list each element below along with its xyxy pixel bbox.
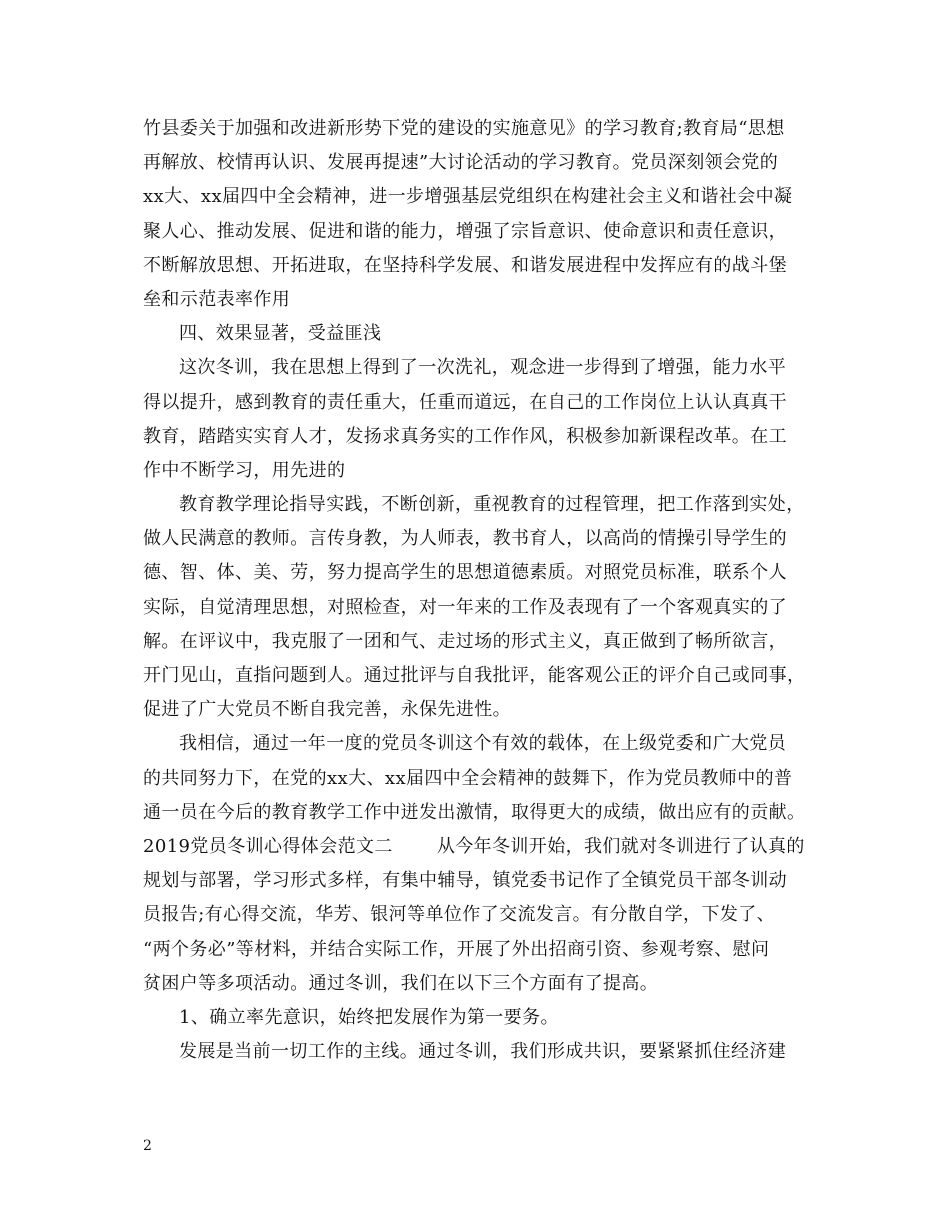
text-line: 规划与部署，学习形式多样，有集中辅导，镇党委书记作了全镇党员干部冬训动 bbox=[143, 870, 787, 892]
text-line: 开门见山，直指问题到人。通过批评与自我批评，能客观公正的评介自己或同事， bbox=[143, 665, 806, 686]
text-line: 垒和示范表率作用 bbox=[143, 288, 291, 310]
paragraph-start: 我相信，通过一年一度的党员冬训这个有效的载体，在上级党委和广大党员 bbox=[179, 733, 787, 755]
paragraph-start: 这次冬训，我在思想上得到了一次洗礼，观念进一步得到了增强，能力水平 bbox=[179, 357, 787, 379]
essay-opening: 从今年冬训开始，我们就对冬训进行了认真的 bbox=[436, 835, 805, 857]
document-body bbox=[143, 112, 808, 1069]
text-line: 竹县委关于加强和改进新形势下党的建设的实施意见》的学习教育;教育局“思想 bbox=[143, 118, 785, 139]
text-line: 得以提升，感到教育的责任重大，任重而道远，在自己的工作岗位上认认真真干 bbox=[143, 391, 787, 413]
paragraph-start: 发展是当前一切工作的主线。通过冬训，我们形成共识，要紧紧抓住经济建 bbox=[179, 1041, 787, 1063]
paragraph-start: 教育教学理论指导实践，不断创新，重视教育的过程管理，把工作落到实处， bbox=[179, 494, 805, 516]
list-item-heading: 1、确立率先意识，始终把发展作为第一要务。 bbox=[179, 1006, 559, 1028]
subtitle-line bbox=[143, 830, 808, 864]
text-line: 做人民满意的教师。言传身教，为人师表，教书育人，以高尚的情操引导学生的 bbox=[143, 528, 787, 550]
text-line: “两个务必”等材料，并结合实际工作，开展了外出招商引资、参观考察、慰问 bbox=[143, 938, 770, 960]
essay-title: 2019党员冬训心得体会范文二 bbox=[143, 835, 393, 857]
text-line: xx大、xx届四中全会精神，进一步增强基层党组织在构建社会主义和谐社会中凝 bbox=[143, 186, 793, 208]
text-line: 的共同努力下，在党的xx大、xx届四中全会精神的鼓舞下，作为党员教师中的普 bbox=[143, 767, 793, 789]
text-line: 不断解放思想、开拓进取，在坚持科学发展、和谐发展进程中发挥应有的战斗堡 bbox=[143, 254, 787, 276]
text-line: 再解放、校情再认识、发展再提速”大讨论活动的学习教育。党员深刻领会党的 bbox=[143, 152, 779, 174]
text-line: 促进了广大党员不断自我完善，永保先进性。 bbox=[143, 699, 511, 721]
text-line: 实际，自觉清理思想，对照检查，对一年来的工作及表现有了一个客观真实的了 bbox=[143, 596, 787, 618]
text-line: 员报告;有心得交流，华芳、银河等单位作了交流发言。有分散自学，下发了、 bbox=[143, 904, 776, 926]
text-line: 作中不断学习，用先进的 bbox=[143, 459, 346, 481]
page-number: 2 bbox=[143, 1138, 152, 1154]
text-line: 贫困户等多项活动。通过冬训，我们在以下三个方面有了提高。 bbox=[143, 972, 659, 994]
section-heading: 四、效果显著，受益匪浅 bbox=[179, 323, 382, 345]
text-line: 德、智、体、美、劳，努力提高学生的思想道德素质。对照党员标准，联系个人 bbox=[143, 562, 787, 584]
text-line: 聚人心、推动发展、促进和谐的能力，增强了宗旨意识、使命意识和责任意识， bbox=[143, 220, 787, 242]
text-line: 教育，踏踏实实育人才，发扬求真务实的工作作风，积极参加新课程改革。在工 bbox=[143, 425, 787, 447]
text-line: 通一员在今后的教育教学工作中迸发出激情，取得更大的成绩，做出应有的贡献。 bbox=[143, 801, 806, 823]
text-line: 解。在评议中，我克服了一团和气、走过场的形式主义，真正做到了畅所欲言， bbox=[143, 630, 787, 652]
